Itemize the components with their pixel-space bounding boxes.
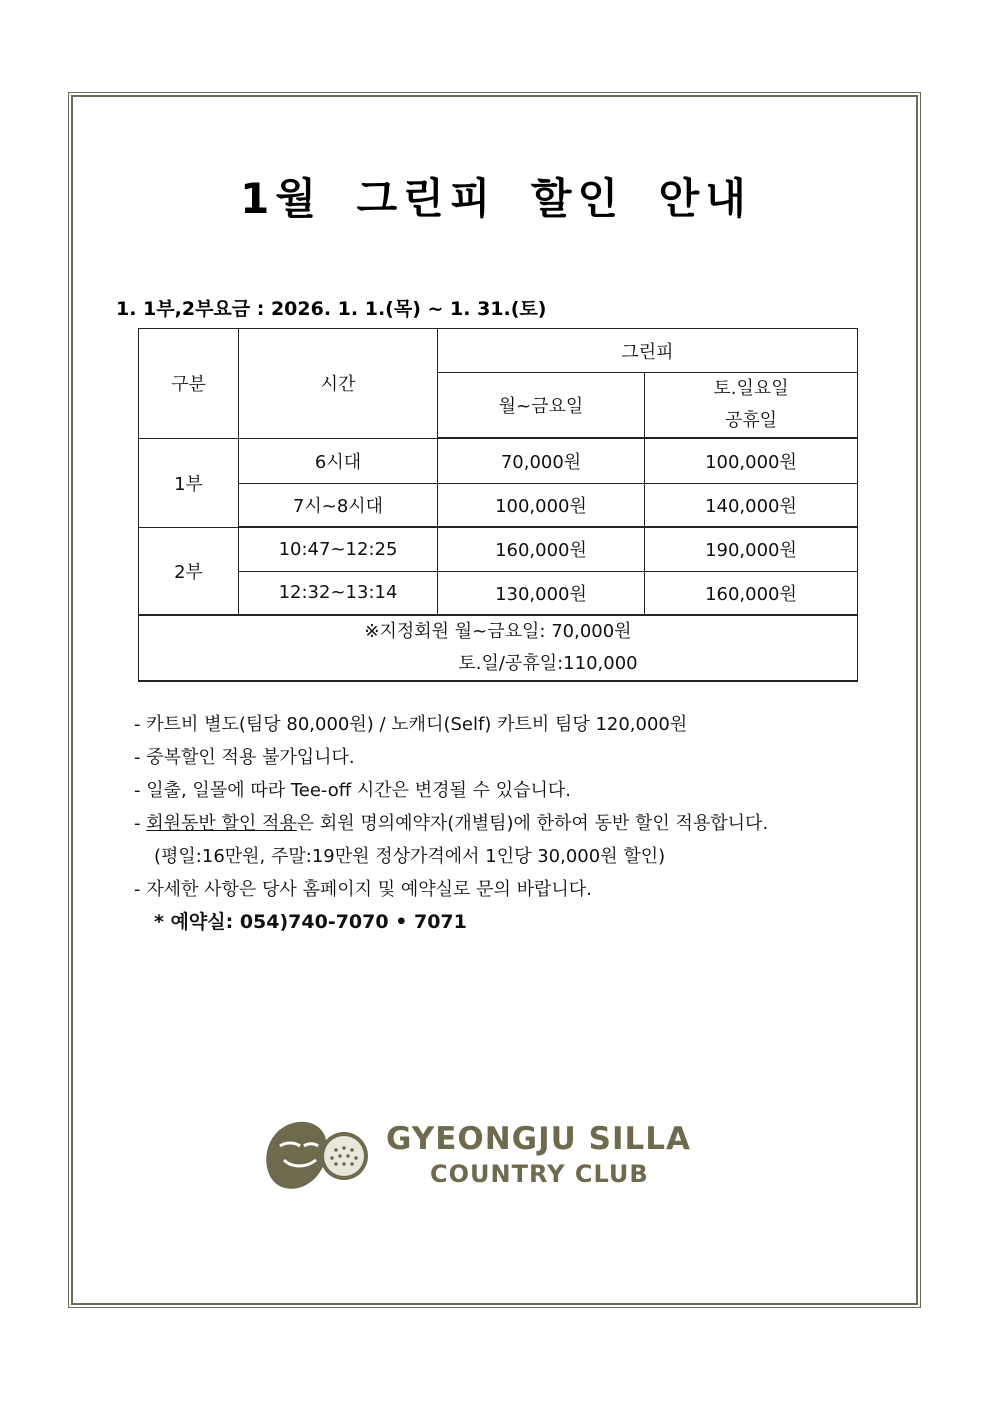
- row-weekend-fee: 100,000원: [645, 438, 858, 483]
- header-time: 시간: [239, 329, 438, 439]
- member-note: [139, 615, 858, 681]
- row-weekday-fee: 130,000원: [438, 571, 645, 615]
- header-greenfee: 그린피: [438, 329, 858, 373]
- note-no-duplicate: - 중복할인 적용 불가입니다.: [134, 747, 355, 768]
- note-companion-prefix: -: [134, 813, 147, 834]
- row-weekend-fee: 160,000원: [645, 571, 858, 615]
- logo-text-line2: COUNTRY CLUB: [430, 1160, 649, 1188]
- row-weekday-fee: 70,000원: [438, 438, 645, 483]
- note-companion-detail: (평일:16만원, 주말:19만원 정상가격에서 1인당 30,000원 할인): [154, 846, 666, 867]
- table-row: [139, 483, 858, 527]
- note-companion-highlight: 회원동반 할인 적용: [146, 813, 297, 834]
- note-companion: [134, 807, 768, 840]
- member-note-weekday: ※지정회원 월~금요일: 70,000원: [364, 621, 632, 642]
- table-row: [139, 438, 858, 483]
- header-weekend: [645, 373, 858, 439]
- row-time: 6시대: [239, 438, 438, 483]
- table-row: [139, 571, 858, 615]
- header-category: 구분: [139, 329, 239, 439]
- header-weekday: 월~금요일: [438, 373, 645, 439]
- row-weekend-fee: 190,000원: [645, 527, 858, 571]
- row-weekend-fee: 140,000원: [645, 483, 858, 527]
- group-label: 2부: [139, 527, 239, 615]
- row-time: 10:47~12:25: [239, 527, 438, 571]
- row-time: 12:32~13:14: [239, 571, 438, 615]
- reservation-contact: * 예약실: 054)740-7070 • 7071: [154, 911, 467, 933]
- note-companion-rest: 은 회원 명의예약자(개별팀)에 한하여 동반 할인 적용합니다.: [296, 813, 769, 834]
- note-tee-off: - 일출, 일몰에 따라 Tee-off 시간은 변경될 수 있습니다.: [134, 780, 572, 801]
- logo-text-line1: GYEONGJU SILLA: [386, 1121, 691, 1157]
- section-heading: 1. 1부,2부요금 : 2026. 1. 1.(목) ~ 1. 31.(토): [116, 298, 547, 320]
- table-note-row: [139, 615, 858, 681]
- page-title: 1월 그린피 할인 안내: [240, 174, 752, 223]
- member-note-weekend: 토.일/공휴일:110,000: [458, 653, 638, 674]
- row-weekday-fee: 100,000원: [438, 483, 645, 527]
- note-cart-fee: - 카트비 별도(팀당 80,000원) / 노캐디(Self) 카트비 팀당 120,000원: [134, 714, 688, 735]
- table-row: [139, 527, 858, 571]
- header-weekend-line1: 토.일요일: [713, 378, 789, 399]
- greenfee-table: [138, 328, 858, 682]
- note-inquiry: - 자세한 사항은 당사 홈페이지 및 예약실로 문의 바랍니다.: [134, 879, 592, 900]
- group-label: 1부: [139, 438, 239, 527]
- row-time: 7시~8시대: [239, 483, 438, 527]
- notes-list: [134, 708, 768, 939]
- row-weekday-fee: 160,000원: [438, 527, 645, 571]
- header-weekend-line2: 공휴일: [724, 410, 778, 431]
